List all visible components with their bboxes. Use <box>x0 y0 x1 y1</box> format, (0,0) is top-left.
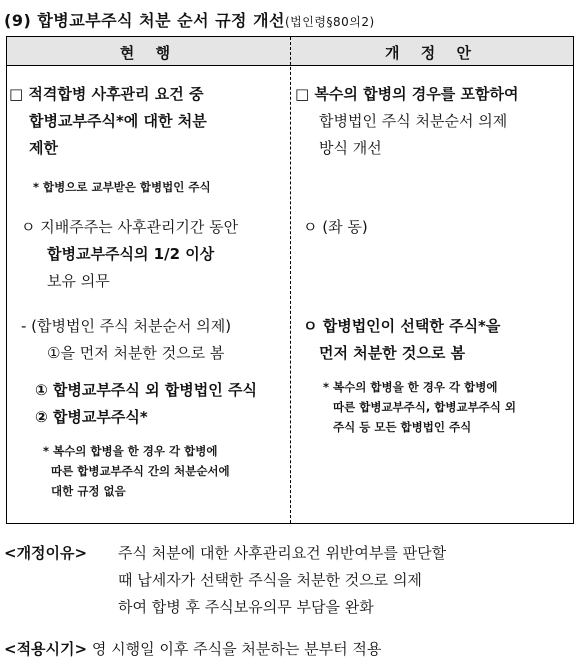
left-note2-line2: 따른 합병교부주식 간의 처분순서에 <box>51 464 230 478</box>
right-note-line3: 주식 등 모든 합병법인 주식 <box>333 420 472 434</box>
header-current: 현 행 <box>119 44 179 62</box>
section-title-main: (9) 합병교부주식 처분 순서 규정 개선 <box>4 11 285 30</box>
law-reference: (법인령§80의2) <box>285 15 375 29</box>
right-note-line2: 따른 합병교부주식, 합병교부주식 외 <box>333 400 517 414</box>
right-item1-line2: 합병법인 주식 처분순서 의제 <box>319 112 508 130</box>
apply-text: 영 시행일 이후 주식을 처분하는 분부터 적용 <box>91 640 382 658</box>
reason-label <box>4 540 87 567</box>
right-item3-line1: ㅇ 합병법인이 선택한 주식*을 <box>303 317 501 335</box>
header-revised: 개 정 안 <box>385 44 479 62</box>
reason-text <box>118 540 576 621</box>
left-list2: ② 합병교부주식* <box>35 408 148 426</box>
left-note2-line1: * 복수의 합병을 한 경우 각 합병에 <box>43 444 218 458</box>
left-item1-line1: □ 적격합병 사후관리 요건 중 <box>9 85 204 103</box>
comparison-table <box>6 36 574 524</box>
right-item2: ㅇ (좌 동) <box>303 218 368 236</box>
right-item1-line1: □ 복수의 합병의 경우를 포함하여 <box>295 85 519 103</box>
left-list1: ① 합병교부주식 외 합병법인 주식 <box>35 381 257 399</box>
section-title <box>4 8 375 31</box>
left-note1: * 합병으로 교부받은 합병법인 주식 <box>33 180 211 194</box>
column-divider <box>290 37 291 523</box>
apply-timing <box>4 636 381 663</box>
left-item2-line3: 보유 의무 <box>47 272 110 290</box>
left-item1-line3: 제한 <box>29 139 58 157</box>
reason-label-text: <개정이유> <box>4 544 88 562</box>
left-item2-line2: 합병교부주식의 1/2 이상 <box>47 245 215 263</box>
left-item1-line2: 합병교부주식*에 대한 처분 <box>29 112 207 130</box>
left-item3-line2: ①을 먼저 처분한 것으로 봄 <box>47 344 225 362</box>
left-item2-line1: ㅇ 지배주주는 사후관리기간 동안 <box>21 218 239 236</box>
left-item3-line1: - (합병법인 주식 처분순서 의제) <box>21 317 232 335</box>
apply-label: <적용시기> <box>4 640 88 658</box>
reason-line3: 하여 합병 후 주식보유의무 부담을 완화 <box>118 598 374 616</box>
right-item1-line3: 방식 개선 <box>319 139 382 157</box>
reason-line1: 주식 처분에 대한 사후관리요건 위반여부를 판단할 <box>118 544 447 562</box>
reason-line2: 때 납세자가 선택한 주식을 처분한 것으로 의제 <box>118 571 422 589</box>
right-item3-line2: 먼저 처분한 것으로 봄 <box>319 344 466 362</box>
right-note-line1: * 복수의 합병을 한 경우 각 합병에 <box>323 380 498 394</box>
left-note2-line3: 대한 규정 없음 <box>51 484 126 498</box>
